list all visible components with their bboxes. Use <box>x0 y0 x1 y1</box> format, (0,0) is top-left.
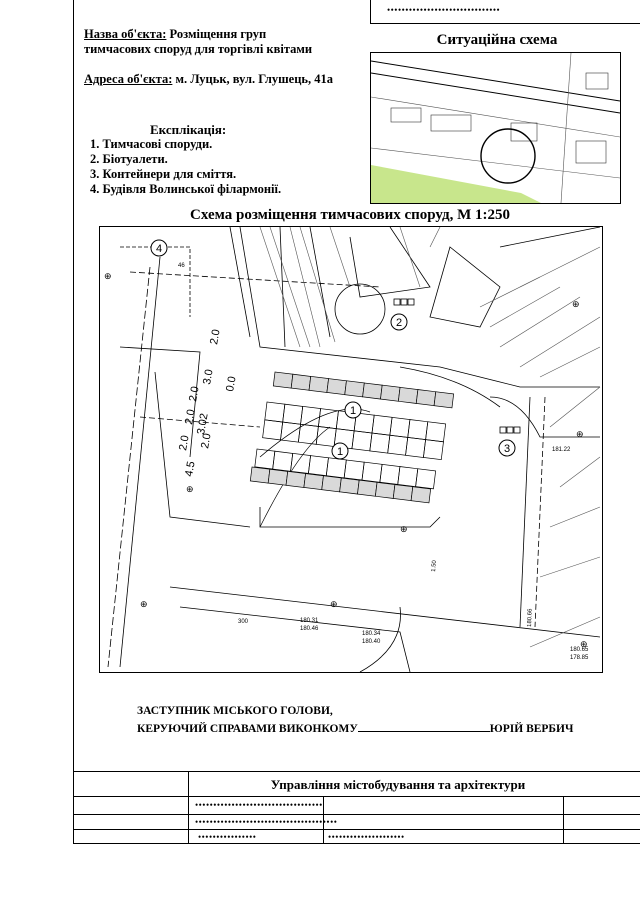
dimension-label: 4.5 <box>183 460 198 478</box>
dimension-label: 2.0 <box>177 434 192 452</box>
explication-item: 2. Біотуалети. <box>90 152 168 166</box>
marker-3: 3 <box>503 443 511 455</box>
dimension-label: 2.0 <box>208 328 223 346</box>
spot-height: 180.46 <box>300 626 319 632</box>
object-address <box>84 72 333 87</box>
svg-text:⊕: ⊕ <box>580 639 588 649</box>
signature-name: ЮРІЙ ВЕРБИЧ <box>489 723 574 735</box>
situation-title: Ситуаційна схема <box>436 32 558 48</box>
plan-label: 46 <box>178 263 185 269</box>
svg-text:⊕: ⊕ <box>186 484 194 494</box>
svg-text:⊕: ⊕ <box>330 599 338 609</box>
dimension-label: 2.0 <box>187 385 202 403</box>
spot-height: 180.66 <box>527 608 534 628</box>
marker-4: 4 <box>155 243 163 255</box>
spot-height: 180.65 <box>570 647 589 653</box>
stamp-row-3a: •••••••••••••••• <box>198 832 257 842</box>
spot-height: 181.22 <box>552 447 571 453</box>
signature-position: КЕРУЮЧИЙ СПРАВАМИ ВИКОНКОМУ <box>137 723 358 735</box>
object-address-value: м. Луцьк, вул. Глушець, 41а <box>172 72 334 86</box>
situation-map-drawing <box>371 53 620 203</box>
dimension-label: 3.0 <box>201 368 216 386</box>
object-name-label: Назва об'єкта: <box>84 27 167 41</box>
signature-blank <box>358 721 490 732</box>
object-name-value: Розміщення груп <box>166 27 267 41</box>
situation-map <box>370 52 621 204</box>
stamp-row-1: ••••••••••••••••••••••••••••••••••• <box>195 800 323 810</box>
signature-line <box>137 721 573 735</box>
green-area <box>371 165 541 203</box>
dimension-label: 2.0 <box>183 408 198 426</box>
svg-text:⊕: ⊕ <box>400 524 408 534</box>
plan-label: 300 <box>238 619 249 625</box>
svg-text:⊕: ⊕ <box>104 271 112 281</box>
signature-title: ЗАСТУПНИК МІСЬКОГО ГОЛОВИ, <box>137 705 333 717</box>
spot-height: 180.34 <box>362 631 381 637</box>
plan-title: Схема розміщення тимчасових споруд, М 1:250 <box>190 207 510 223</box>
stamp-row-3b: ••••••••••••••••••••• <box>328 832 405 842</box>
object-name <box>84 27 312 57</box>
object-address-label: Адреса об'єкта: <box>84 72 173 86</box>
site-plan-drawing <box>100 227 602 672</box>
svg-text:⊕: ⊕ <box>140 599 148 609</box>
explication-item: 1. Тимчасові споруди. <box>90 137 213 151</box>
top-stamp-dots: ••••••••••••••••••••••••••••••• <box>387 5 501 15</box>
dimension-label: 3.02 <box>195 412 211 436</box>
svg-text:⊕: ⊕ <box>572 299 580 309</box>
stamp-row-2: ••••••••••••••••••••••••••••••••••••••• <box>195 817 338 827</box>
dimension-label: 2.0 <box>199 432 214 450</box>
top-stamp-box <box>370 0 640 24</box>
plan-label: 1.50 <box>431 560 439 573</box>
spot-height: 180.40 <box>362 639 381 645</box>
explication-title: Експлікація: <box>150 122 227 137</box>
site-plan <box>99 226 603 673</box>
marker-1b: 1 <box>336 446 344 458</box>
explication-item: 4. Будівля Волинської філармонії. <box>90 182 282 196</box>
marker-2: 2 <box>395 317 403 329</box>
situation-location-circle <box>481 129 535 183</box>
svg-text:⊕: ⊕ <box>576 429 584 439</box>
explication-list <box>90 137 281 197</box>
spot-height: 178.85 <box>570 655 589 661</box>
explication-item: 3. Контейнери для сміття. <box>90 167 237 181</box>
marker-1a: 1 <box>349 405 357 417</box>
organization-name: Управління містобудування та архітектури <box>270 777 526 792</box>
spot-height: 180.31 <box>300 618 319 624</box>
object-name-value-2: тимчасових споруд для торгівлі квітами <box>84 42 313 56</box>
dimension-label: 0.0 <box>224 375 239 393</box>
temporary-structures <box>250 372 453 503</box>
